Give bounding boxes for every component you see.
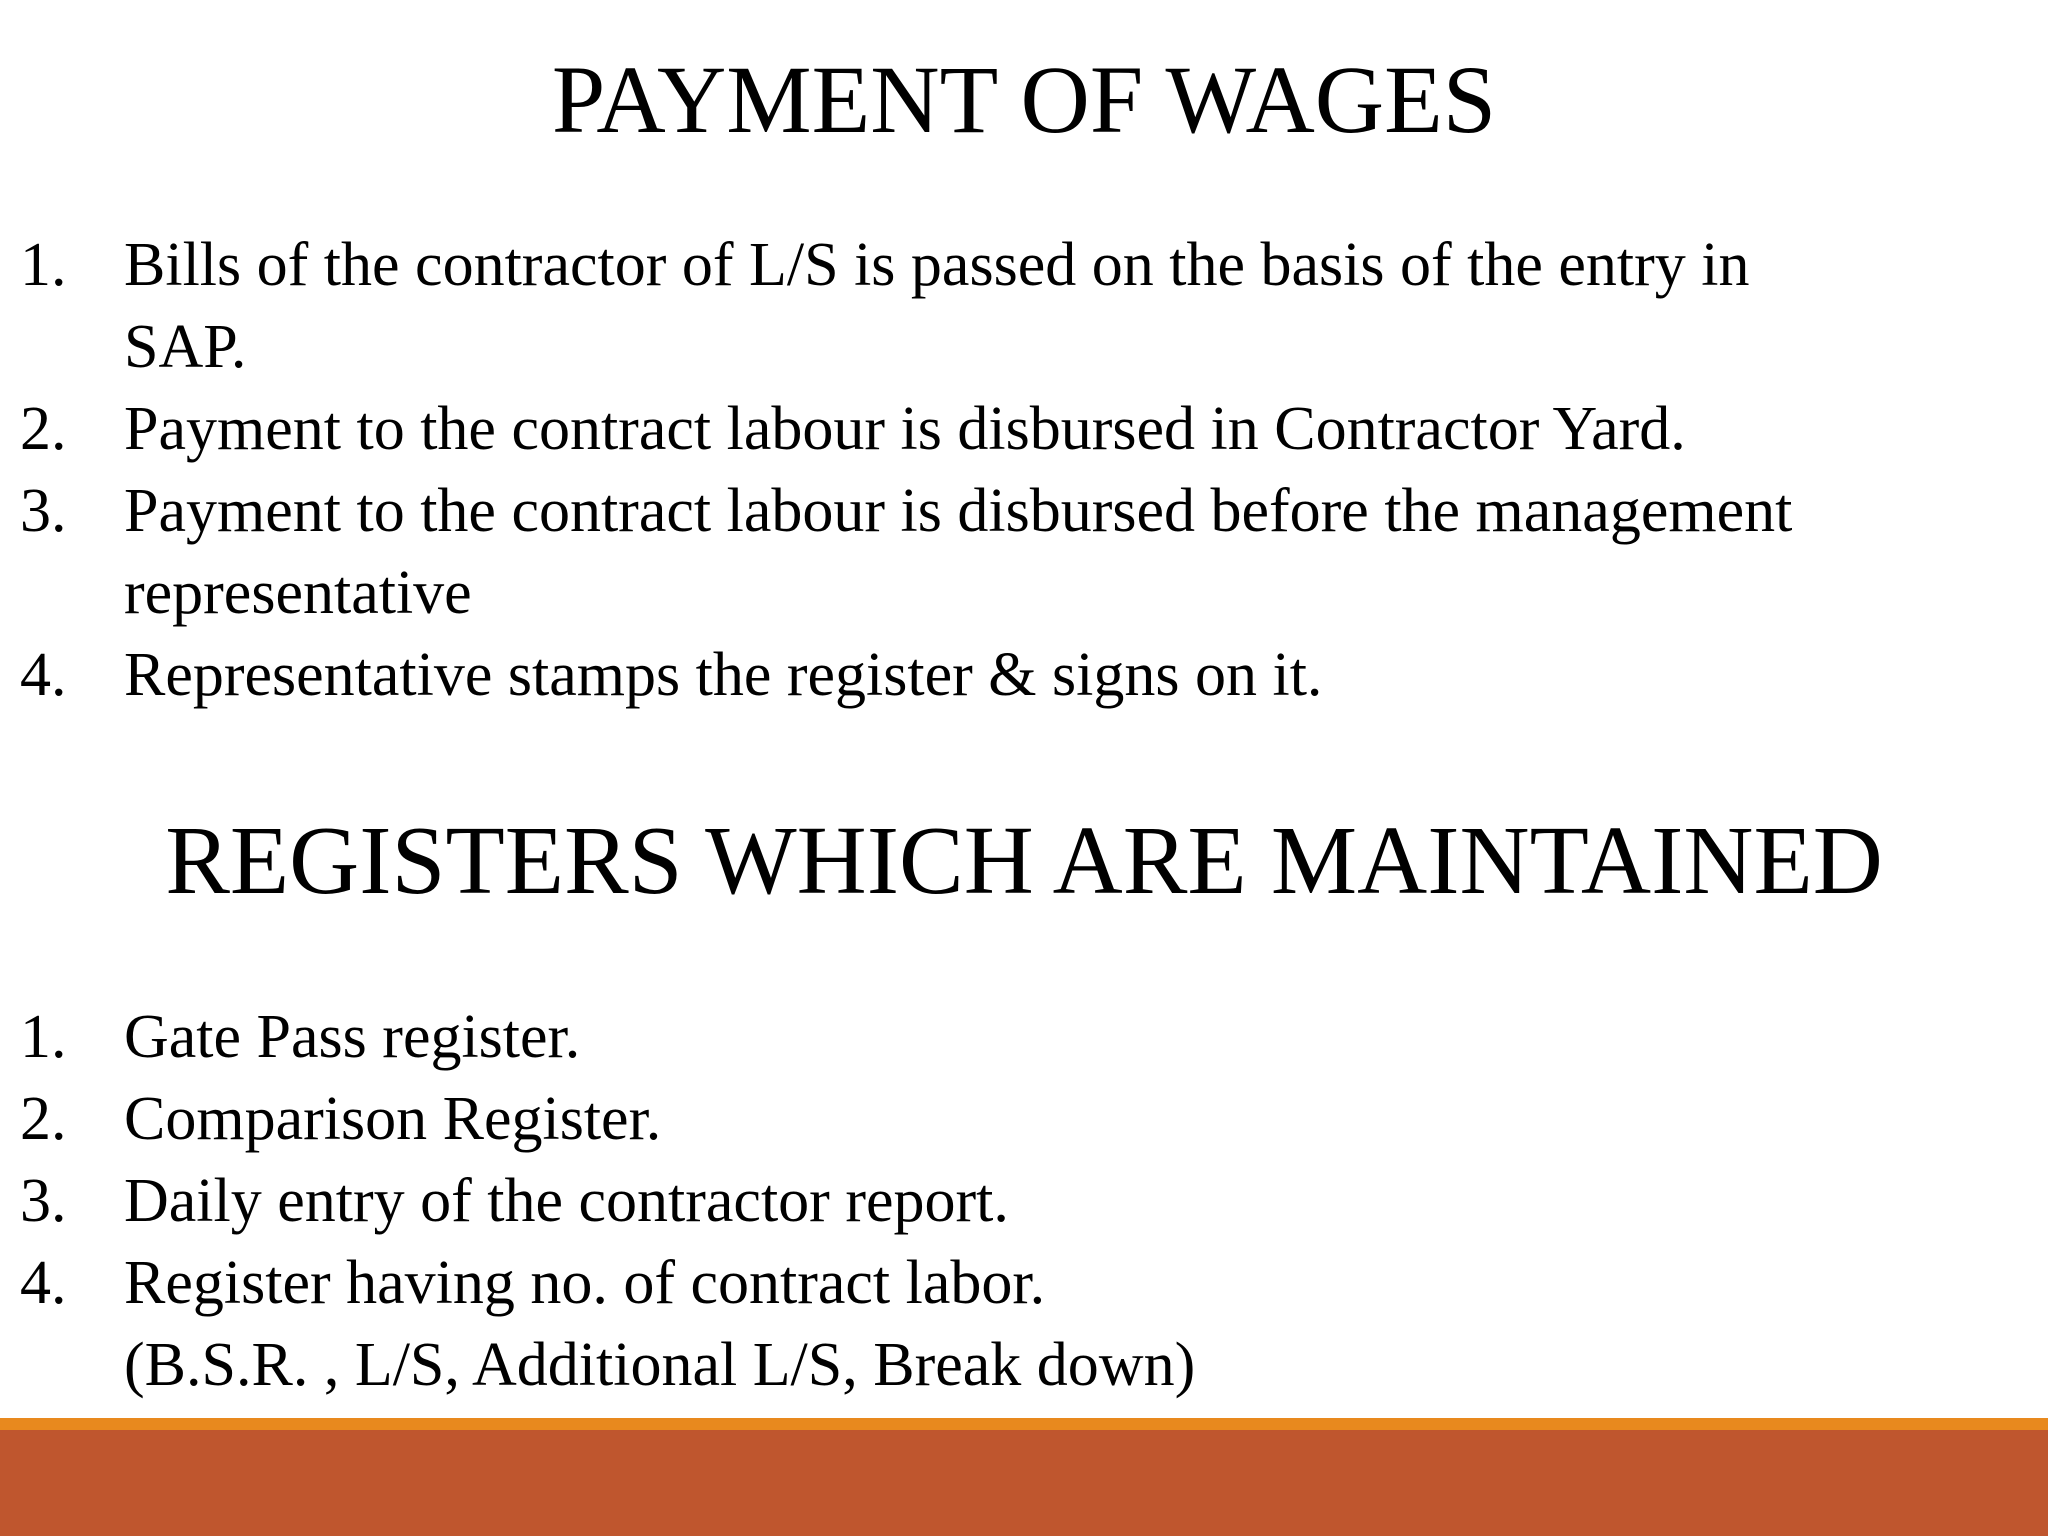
list-item [0, 224, 2010, 388]
list-item-text: Payment to the contract labour is disbursed in Contractor Yard. [124, 395, 1686, 463]
list-item-text: Comparison Register. [124, 1085, 662, 1153]
list-item [0, 1242, 2010, 1406]
list-item [0, 996, 2010, 1078]
registers-list [0, 996, 2010, 1406]
list-item-text: Register having no. of contract labor. [124, 1249, 1046, 1317]
footer-bar [0, 1430, 2048, 1536]
list-item-number: 1. [20, 231, 67, 299]
list-item-number: 2. [20, 395, 67, 463]
list-item-number: 1. [20, 1003, 67, 1071]
payment-of-wages-list [0, 224, 2010, 716]
list-item-text: SAP. [124, 313, 247, 381]
list-item-text: Daily entry of the contractor report. [124, 1167, 1009, 1235]
list-item [0, 1078, 2010, 1160]
list-item-text: Gate Pass register. [124, 1003, 581, 1071]
section-title-payment-of-wages: PAYMENT OF WAGES [551, 46, 1497, 153]
list-item-text: Bills of the contractor of L/S is passed on the basis of the entry in [124, 231, 1750, 299]
list-item [0, 388, 2010, 470]
list-item-number: 3. [20, 1167, 67, 1235]
list-item [0, 1160, 2010, 1242]
list-item-number: 4. [20, 641, 67, 709]
list-item-number: 4. [20, 1249, 67, 1317]
footer-accent-line [0, 1418, 2048, 1430]
list-item-text: Payment to the contract labour is disbursed before the management [124, 477, 1793, 545]
list-item-text: Representative stamps the register & signs on it. [124, 641, 1323, 709]
list-item-text: (B.S.R. , L/S, Additional L/S, Break down) [124, 1331, 1196, 1399]
list-item-number: 3. [20, 477, 67, 545]
list-item [0, 634, 2010, 716]
section-title-registers-maintained: REGISTERS WHICH ARE MAINTAINED [165, 807, 1883, 914]
list-item-text: representative [124, 559, 472, 627]
list-item [0, 470, 2010, 634]
list-item-number: 2. [20, 1085, 67, 1153]
